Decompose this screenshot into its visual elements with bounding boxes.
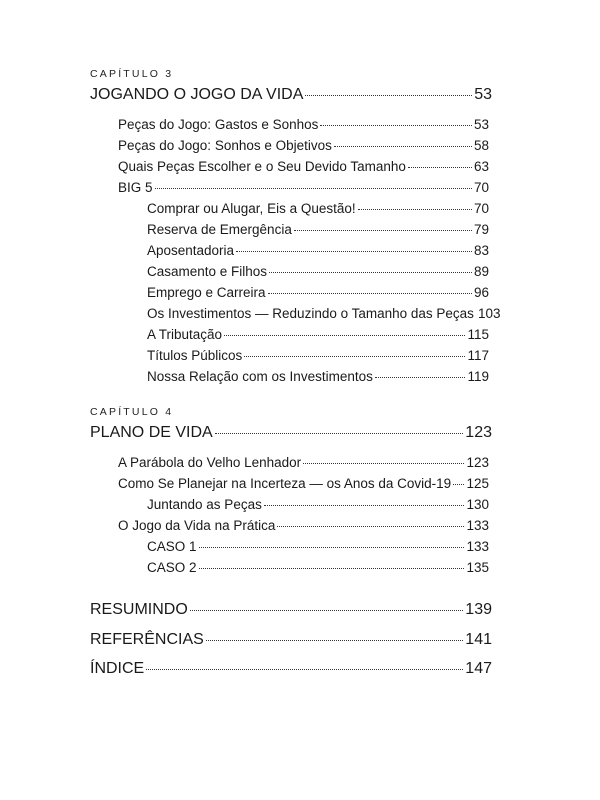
toc-page: 115: [467, 327, 489, 342]
toc-title: Peças do Jogo: Gastos e Sonhos: [118, 117, 319, 132]
dot-leader: [305, 86, 472, 96]
toc-subentry[interactable]: [147, 264, 489, 279]
back-matter-entry-resumindo[interactable]: [90, 601, 492, 619]
chapter-4-title-entry[interactable]: [90, 424, 492, 442]
dot-leader: [334, 139, 472, 147]
toc-page: 70: [473, 180, 489, 195]
toc-entry[interactable]: [118, 476, 489, 491]
chapter-3-title-entry[interactable]: [90, 86, 492, 104]
dot-leader: [408, 160, 472, 168]
dot-leader: [303, 456, 464, 464]
toc-title: Os Investimentos — Reduzindo o Tamanho das Peças: [147, 306, 474, 321]
toc-page: 123: [465, 424, 492, 441]
toc-page: 70: [473, 201, 489, 216]
toc-title: BIG 5: [118, 180, 153, 195]
toc-title: REFERÊNCIAS: [90, 631, 204, 648]
toc-page: 130: [466, 497, 489, 512]
toc-subentry[interactable]: [147, 285, 489, 300]
toc-title: Comprar ou Alugar, Eis a Questão!: [147, 201, 356, 216]
toc-page: 96: [473, 285, 489, 300]
toc-entry[interactable]: [118, 180, 489, 195]
back-matter-entry-referencias[interactable]: [90, 631, 492, 649]
toc-entry[interactable]: [118, 455, 489, 470]
toc-subentry[interactable]: [147, 348, 489, 363]
toc-page: 89: [473, 264, 489, 279]
toc-page: 58: [473, 138, 489, 153]
toc-entry[interactable]: [118, 159, 489, 174]
dot-leader: [358, 202, 472, 210]
dot-leader: [244, 349, 465, 357]
toc-title: O Jogo da Vida na Prática: [118, 518, 276, 533]
toc-title: Nossa Relação com os Investimentos: [147, 369, 373, 384]
chapter-4-label: CAPÍTULO 4: [90, 406, 174, 418]
toc-page: 139: [465, 601, 492, 618]
toc-title: Como Se Planejar na Incerteza — os Anos da Covid-19: [118, 476, 452, 491]
toc-title: ÍNDICE: [90, 660, 145, 677]
toc-subentry[interactable]: [147, 497, 489, 512]
toc-title: Reserva de Emergência: [147, 222, 292, 237]
toc-title: A Parábola do Velho Lenhador: [118, 455, 302, 470]
chapter-3-label: CAPÍTULO 3: [90, 68, 174, 80]
dot-leader: [294, 223, 472, 231]
toc-subentry[interactable]: [147, 539, 489, 554]
toc-page: 103: [477, 306, 501, 321]
dot-leader: [236, 244, 472, 252]
toc-page: 133: [466, 539, 489, 554]
toc-page: 125: [466, 476, 489, 491]
dot-leader: [224, 328, 465, 336]
dot-leader: [268, 286, 472, 294]
dot-leader: [146, 660, 463, 670]
toc-page: 117: [467, 348, 489, 363]
toc-page: 119: [467, 369, 489, 384]
dot-leader: [264, 498, 465, 506]
dot-leader: [215, 424, 464, 434]
dot-leader: [190, 601, 464, 611]
toc-page: 79: [473, 222, 489, 237]
dot-leader: [199, 561, 465, 569]
toc-title: Emprego e Carreira: [147, 285, 266, 300]
dot-leader: [155, 181, 472, 189]
dot-leader: [206, 631, 464, 641]
toc-subentry[interactable]: [147, 201, 489, 216]
toc-title: CASO 1: [147, 539, 197, 554]
toc-entry[interactable]: [118, 518, 489, 533]
toc-subentry[interactable]: [147, 369, 489, 384]
toc-title: A Tributação: [147, 327, 223, 342]
dot-leader: [269, 265, 472, 273]
toc-title: CASO 2: [147, 560, 197, 575]
back-matter-entry-indice[interactable]: [90, 660, 492, 678]
toc-title: RESUMINDO: [90, 601, 188, 618]
toc-title: JOGANDO O JOGO DA VIDA: [90, 86, 304, 103]
toc-title: Quais Peças Escolher e o Seu Devido Tamanho: [118, 159, 406, 174]
toc-subentry[interactable]: [147, 327, 489, 342]
toc-title: Títulos Públicos: [147, 348, 243, 363]
toc-page: 133: [466, 518, 489, 533]
toc-title: Casamento e Filhos: [147, 264, 268, 279]
toc-subentry[interactable]: [147, 560, 489, 575]
toc-title: Juntando as Peças: [147, 497, 262, 512]
toc-page: 53: [473, 117, 489, 132]
toc-title: Peças do Jogo: Sonhos e Objetivos: [118, 138, 332, 153]
dot-leader: [375, 370, 466, 378]
dot-leader: [320, 118, 472, 126]
toc-entry[interactable]: [118, 138, 489, 153]
toc-page: 53: [474, 86, 492, 103]
toc-page: 141: [465, 631, 492, 648]
toc-page: 147: [465, 660, 492, 677]
toc-title: Aposentadoria: [147, 243, 235, 258]
toc-subentry[interactable]: [147, 222, 489, 237]
toc-subentry[interactable]: [147, 243, 489, 258]
dot-leader: [453, 477, 464, 485]
toc-page: 63: [473, 159, 489, 174]
toc-page: 83: [473, 243, 489, 258]
toc-subentry[interactable]: [147, 306, 501, 321]
toc-page: 123: [466, 455, 489, 470]
toc-title: PLANO DE VIDA: [90, 424, 213, 441]
dot-leader: [277, 519, 464, 527]
toc-page: 135: [466, 560, 489, 575]
dot-leader: [199, 540, 465, 548]
toc-entry[interactable]: [118, 117, 489, 132]
